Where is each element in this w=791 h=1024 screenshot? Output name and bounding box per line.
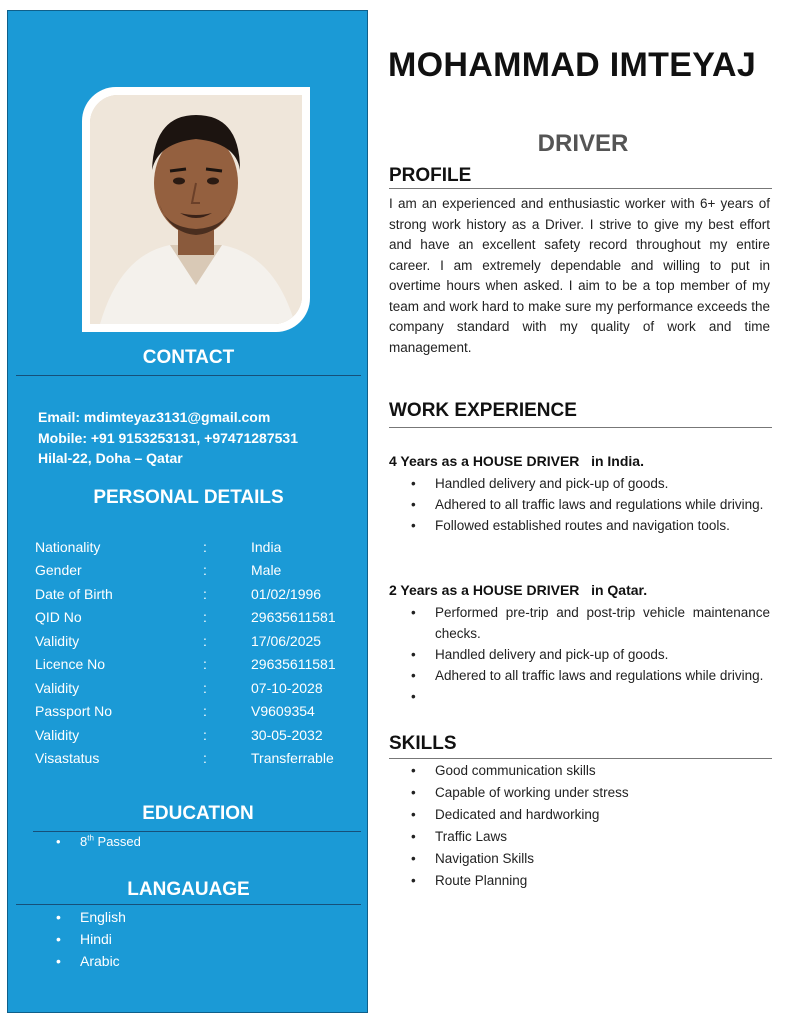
job-title-qatar: 2 Years as a HOUSE DRIVER in Qatar.: [389, 582, 648, 598]
pd-row-licence: [35, 656, 355, 679]
pd-value: 29635611581: [251, 656, 336, 672]
profile-divider: [389, 188, 772, 189]
language-item: • Hindi: [56, 928, 126, 950]
language-list: [56, 906, 126, 972]
contact-address: Hilal-22, Doha – Qatar: [38, 450, 183, 466]
duty-item: • Adhered to all traffic laws and regulations while driving.: [411, 494, 770, 515]
duty-item: • Performed pre-trip and post-trip vehicle maintenance checks.: [411, 602, 770, 644]
pd-key: Date of Birth: [35, 586, 113, 602]
duty-item-empty: [411, 686, 770, 707]
profile-photo-frame: [82, 87, 310, 332]
pd-value: 17/06/2025: [251, 633, 322, 649]
duty-item: • Followed established routes and navigation tools.: [411, 515, 770, 536]
pd-key: Validity: [35, 633, 80, 649]
skill-item: • Traffic Laws: [411, 826, 770, 848]
pd-key: QID No: [35, 609, 82, 625]
skills-heading: SKILLS: [389, 733, 457, 754]
work-experience-divider: [389, 427, 772, 428]
language-item: • English: [56, 906, 126, 928]
duty-item: • Handled delivery and pick-up of goods.: [411, 644, 770, 665]
candidate-role: DRIVER: [537, 130, 629, 157]
work-experience-heading: WORK EXPERIENCE: [389, 400, 577, 421]
pd-row-passport: [35, 703, 355, 726]
skill-item: • Dedicated and hardworking: [411, 804, 770, 826]
job-title-india: 4 Years as a HOUSE DRIVER in India.: [389, 453, 644, 469]
pd-sep: :: [203, 609, 207, 625]
education-heading: EDUCATION: [142, 803, 254, 824]
pd-sep: :: [203, 586, 207, 602]
contact-info: [38, 407, 298, 469]
duty-item: • Handled delivery and pick-up of goods.: [411, 473, 770, 494]
job-duties-qatar: [411, 602, 770, 707]
pd-key: Passport No: [35, 703, 113, 719]
pd-sep: :: [203, 633, 207, 649]
pd-value: India: [251, 539, 282, 555]
profile-heading: PROFILE: [389, 165, 472, 186]
profile-text: I am an experienced and enthusiastic worker with 6+ years of strong work history as a Driver. I strive to give my best effort and have an excellent safety record throughout my entire career. I am extremely dependable and willing to put in overtime hours when asked. I aim to be a top member of my team and work hard to make sure my performance exceeds the company standard with my quality of work and time management.: [389, 196, 770, 355]
pd-row-passport-validity: [35, 727, 355, 750]
education-item: • 8th Passed: [56, 834, 141, 849]
pd-key: Licence No: [35, 656, 106, 672]
sidebar: [7, 10, 368, 1013]
pd-key: Validity: [35, 680, 80, 696]
profile-photo: [90, 95, 302, 324]
pd-key: Visastatus: [35, 750, 100, 766]
pd-value: 29635611581: [251, 609, 336, 625]
pd-sep: :: [203, 562, 207, 578]
skills-list: [411, 760, 770, 892]
pd-value: V9609354: [251, 703, 315, 719]
contact-divider: [16, 375, 361, 376]
duty-item: • Adhered to all traffic laws and regulations while driving.: [411, 665, 770, 686]
pd-sep: :: [203, 750, 207, 766]
personal-details-heading: PERSONAL DETAILS: [93, 487, 284, 508]
pd-value: 30-05-2032: [251, 727, 323, 743]
language-item: • Arabic: [56, 950, 126, 972]
pd-sep: :: [203, 727, 207, 743]
pd-row-nationality: [35, 539, 355, 562]
pd-row-qid: [35, 609, 355, 632]
skills-divider: [389, 758, 772, 759]
education-list: [56, 834, 141, 849]
pd-value: 07-10-2028: [251, 680, 323, 696]
pd-key: Nationality: [35, 539, 101, 555]
pd-row-licence-validity: [35, 680, 355, 703]
language-divider: [16, 904, 361, 905]
language-heading: LANGAUAGE: [127, 879, 250, 900]
pd-row-gender: [35, 562, 355, 585]
skill-item: • Route Planning: [411, 870, 770, 892]
contact-heading: CONTACT: [142, 347, 235, 368]
pd-key: Validity: [35, 727, 80, 743]
pd-row-visastatus: [35, 750, 355, 773]
skill-item: • Good communication skills: [411, 760, 770, 782]
pd-value: 01/02/1996: [251, 586, 322, 602]
contact-mobile: Mobile: +91 9153253131, +97471287531: [38, 429, 298, 446]
pd-value: Male: [251, 562, 282, 578]
pd-sep: :: [203, 680, 207, 696]
skill-item: • Capable of working under stress: [411, 782, 770, 804]
pd-sep: :: [203, 656, 207, 672]
pd-sep: :: [203, 703, 207, 719]
pd-sep: :: [203, 539, 207, 555]
contact-email: Email: mdimteyaz3131@gmail.com: [38, 409, 271, 425]
candidate-name: MOHAMMAD IMTEYAJ: [388, 46, 757, 84]
pd-row-dob: [35, 586, 355, 609]
pd-row-qid-validity: [35, 633, 355, 656]
pd-value: Transferrable: [251, 750, 334, 766]
pd-key: Gender: [35, 562, 82, 578]
education-divider: [33, 831, 361, 832]
skill-item: • Navigation Skills: [411, 848, 770, 870]
job-duties-india: [411, 473, 770, 536]
